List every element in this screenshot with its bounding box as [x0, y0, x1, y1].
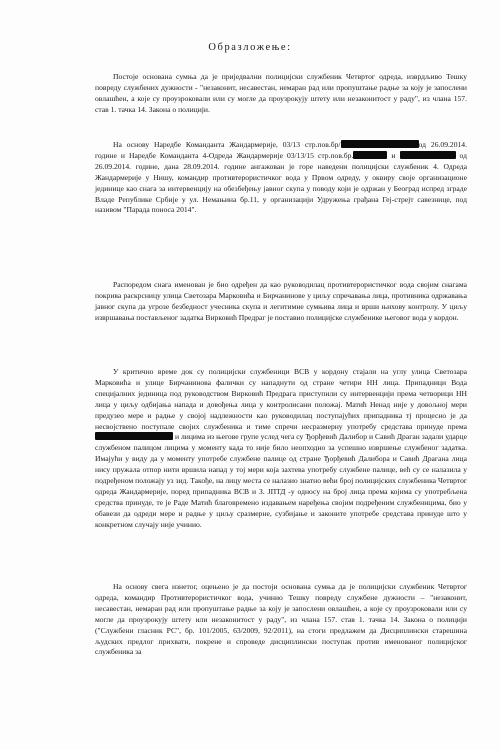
redaction-block: [95, 432, 173, 440]
paragraph-2-part-1: На основу Наредбе Команданта Жандармерије, 03/13 стр.пов.бр/: [113, 140, 341, 149]
paragraph-2: [95, 140, 467, 216]
paragraph-5: На основу свега изнетог, оцењено је да постоји основана сумња да је полицијски службеник Четвртог одреда, командир Противтерористичког вода, учинио Тешку повреду службене дужности – "незаконит, несавестан, немаран рад или пропуштање радње за коју је запослени овлашћен, а које су проузроковали или су могле да проузрокују штету или незаконитост у раду", из члана 157. став 1. тачка 14. Закона о полицији ("Службени гласник РС", бр. 101/2005, 63/2009, 92/2011), на стоги предлажем да Дисциплински старешина људских предлог прихвати, покрене и спроведе дисциплински поступак против именованог полицијског службеника за: [95, 582, 467, 657]
paragraph-2-part-3: и: [391, 150, 396, 160]
paragraph-4-part-2: и лицима из његове групе услед чега су Ђорђевић Далибор и Савић Драган задали ударце службеном палицом лицима у моменту када то није било неопходно за успешно извршење службеног задатка. Имајући у виду да у моменту употребе службене палице од стране Ђорђевић Далибора и Савић Драгана лица нису пружала отпор нити вршила напад у тој мери која захтева употребу службене палице, већ су се налазила у подређеном положају уз зид. Такође, на лицу места се налазио знатно већи број полицијских службеника Четвртог одреда Жандармерије, поред припадника ВСВ и З. ЈПТД -у односу на број лица према којима су употребљена средства принуде, те је Раде Матић благовремено издавањем наређења својим подређеним службеницима, био у обавези да одреди мере и радње у циљу сразмерне, сузбијање и законите употребе средстава принуде што у конкретном случају није учинио.: [95, 432, 467, 529]
paragraph-1: Постоје основана сумња да је приједвални полицијски службеник Четвртог одреда, изврдљиво Тешку повреду службених дужности - "незаконит, несавестан, немаран рад или пропуштање радње за коју је запослени овлашћен, а које су проузроковали или су могле да проузрокују штету или незаконитост у раду", из члана 157. став 1. тачка 14. Закона о полицији.: [95, 72, 467, 114]
redaction-block: [341, 140, 419, 148]
paragraph-2-part-2: од 26.09.2014. године и Наредбе Команданта 4-Одреда Жандармерије 03/13/15 стр.пов.бр.: [95, 140, 467, 160]
redaction-block: [353, 151, 387, 159]
redaction-block: [400, 151, 456, 159]
paragraph-3: Распоредом снага именован је био одређен да као руководилац противтерористичког вода својим снагама покрива раскрсницу улица Светозара Марковића и Бирчанинове у циљу спречавања лица, противника одржавања јавног скупа да угрозе безбедност учесника скупа и легитимне сумњива лица и врши њихову контролу. У циљу извршавања постављеног задатка Вирковић Предраг је поставио полицијске службенике његовог вода у кордон.: [95, 280, 467, 322]
document-heading: Образложење:: [208, 42, 292, 53]
paragraph-4-part-1: У критично време док су полицијски службеници ВСВ у кордону стајали на углу улица Светозара Марковића и улице Бирчанинова фалички су нападнути од стране четири НН лица. Припадници Вода специјалних јединица под руководством Вирковић Предрага приступили су интервенцији према четворици НН лица у циљу одбијања напада и довођења лица у контролисани положај. Матић Ненад није у довољној мери предузео мере и радње у својој надлежности као руководилац поступајућих припадника тј процесно је да несвојствено поступале својих службеника и тиме спречи несразмерну употребу средстава принуде према: [95, 367, 467, 431]
paragraph-4: [95, 367, 467, 531]
paragraph-2-part-4: од 26.09.2014. године, дана 28.09.2014. године ангажован је горе наведени полицијски службеник 4. Одреда Жандармерије у Нишу, командир противтерористичког вода у Првом одреду, у оквиру своје организационе јединице као снага за интервенцију на обезбеђењу јавног скупа у поводу који је одржан у Београд испред зграде Владе Републике Србије у ул. Немањина бр.11, у организацији Удружења грађана Геј-стрејт савезнице, под називом "Парада поноса 2014".: [95, 150, 467, 215]
